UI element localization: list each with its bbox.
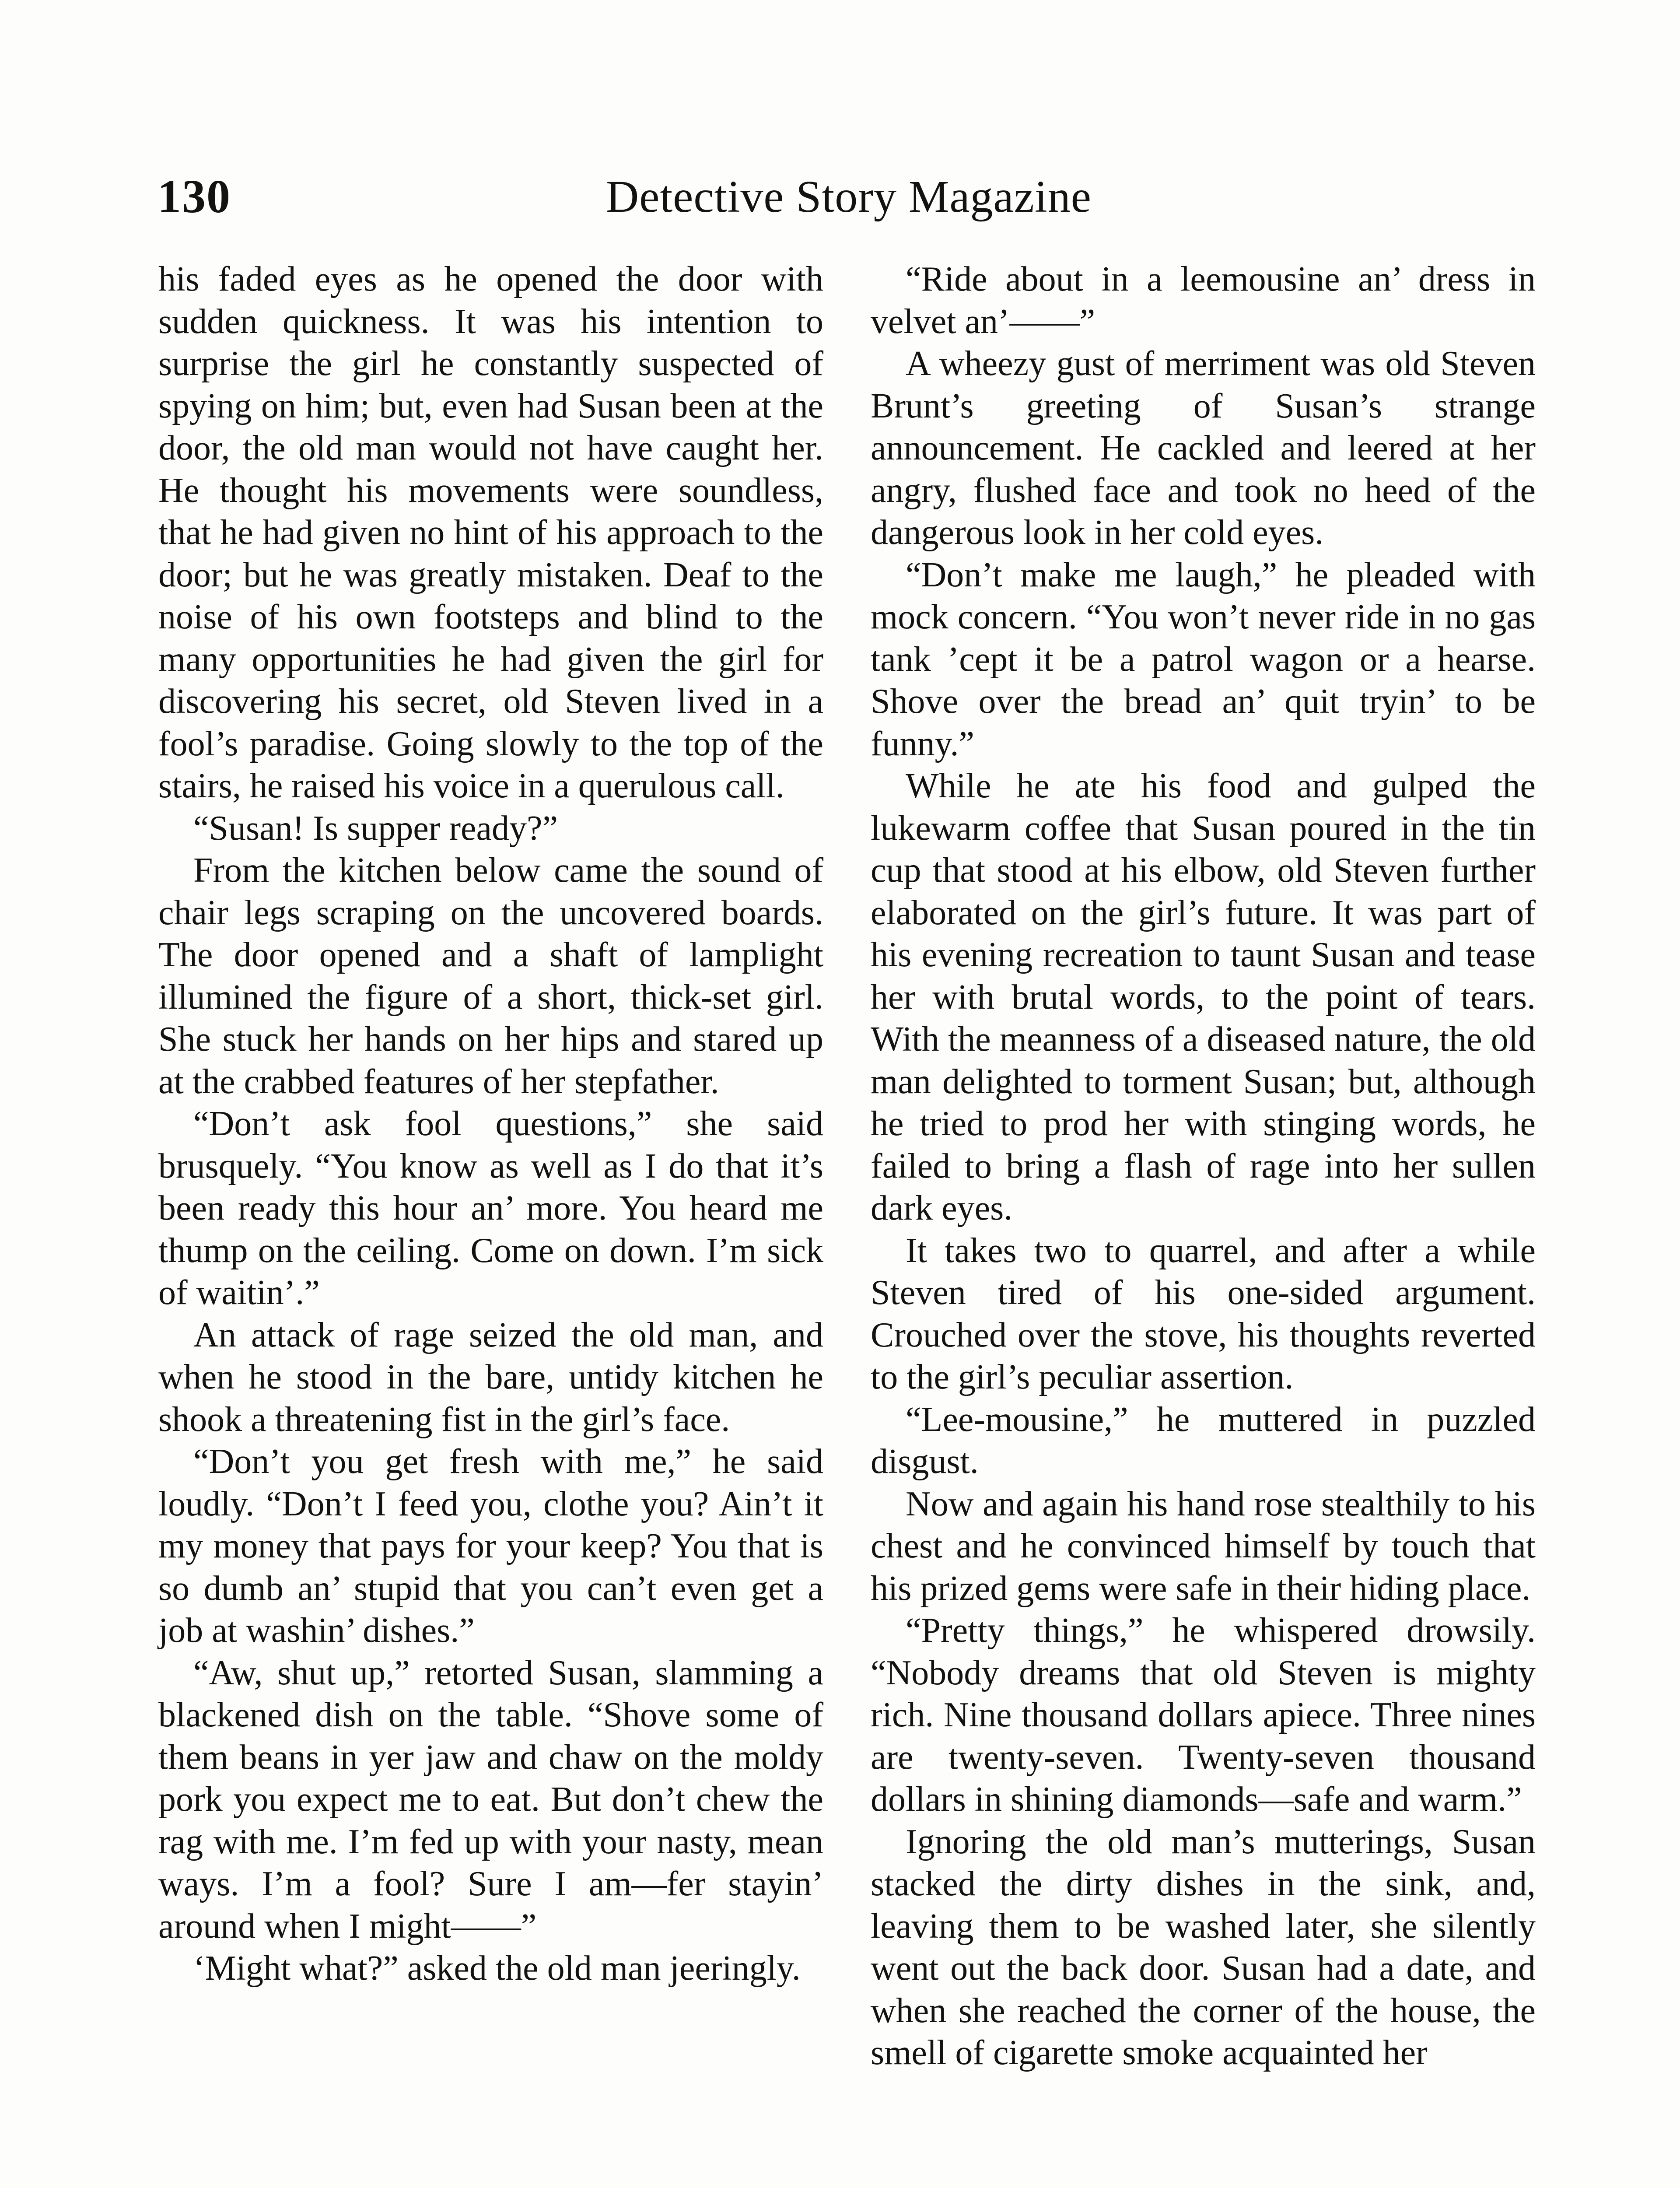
paragraph: “Don’t ask fool questions,” she said brusquely. “You know as well as I do that it’s been ready this hour an’ more. You heard me thump on the ceiling. Come on down. I’m sick of waitin’.” (158, 1105, 823, 1312)
running-title: Detective Story Magazine (606, 172, 1092, 222)
paragraph: “Lee-mousine,” he muttered in puzzled disgust. (871, 1400, 1536, 1481)
page-header (158, 166, 1540, 228)
paragraph: “Pretty things,” he whispered drowsily. “Nobody dreams that old Steven is mighty rich. Nine thousand dollars apiece. Three nines are twenty-seven. Twenty-seven thousand dollars in shining diamonds—safe and warm.” (871, 1611, 1536, 1819)
right-column (871, 258, 1536, 2074)
paragraph: While he ate his food and gulped the lukewarm coffee that Susan poured in the tin cup that stood at his elbow, old Steven further elaborated on the girl’s future. It was part of his evening recreation to taunt Susan and tease her with brutal words, to the point of tears. With the meanness of a diseased nature, the old man delighted to torment Susan; but, although he tried to prod her with stinging words, he failed to bring a flash of rage into her sullen dark eyes. (871, 767, 1536, 1227)
paragraph: From the kitchen below came the sound of chair legs scraping on the uncovered boards. The door opened and a shaft of lamplight illumined the figure of a short, thick-set girl. She stuck her hands on her hips and stared up at the crabbed features of her stepfather. (158, 851, 823, 1101)
paragraph: “Susan! Is supper ready?” (193, 809, 558, 848)
paragraph: An attack of rage seized the old man, and when he stood in the bare, untidy kitchen he shook a threatening fist in the girl’s face. (158, 1315, 823, 1439)
paragraph: “Don’t you get fresh with me,” he said loudly. “Don’t I feed you, clothe you? Ain’t it my money that pays for your keep? You that is so dumb an’ stupid that you can’t even get a job at washin’ dishes.” (158, 1442, 823, 1650)
paragraph: “Don’t make me laugh,” he pleaded with mock concern. “You won’t never ride in no gas tank ’cept it be a patrol wagon or a hearse. Shove over the bread an’ quit tryin’ to be funny.” (871, 555, 1536, 763)
paragraph: “Ride about in a leemousine an’ dress in velvet an’——” (871, 260, 1536, 341)
paragraph: It takes two to quarrel, and after a while Steven tired of his one-sided argument. Crouched over the stove, his thoughts reverted to the girl’s peculiar assertion. (871, 1231, 1536, 1396)
paragraph: “Aw, shut up,” retorted Susan, slamming a blackened dish on the table. “Shove some of them beans in yer jaw and chaw on the moldy pork you expect me to eat. But don’t chew the rag with me. I’m fed up with your nasty, mean ways. I’m a fool? Sure I am—fer stayin’ around when I might——” (158, 1653, 823, 1946)
page-number: 130 (158, 171, 231, 223)
paragraph: A wheezy gust of merriment was old Steven Brunt’s greeting of Susan’s strange announcement. He cackled and leered at her angry, flushed face and took no heed of the dangerous look in her cold eyes. (871, 344, 1536, 552)
paragraph: Ignoring the old man’s mutterings, Susan stacked the dirty dishes in the sink, and, leaving them to be washed later, she silently went out the back door. Susan had a date, and when she reached the corner of the house, the smell of cigarette smoke acquainted her (871, 1822, 1536, 2072)
paragraph: ‘Might what?” asked the old man jeeringly. (193, 1949, 801, 1988)
paragraph: Now and again his hand rose stealthily to his chest and he convinced himself by touch that his prized gems were safe in their hiding place. (871, 1484, 1536, 1608)
paragraph: his faded eyes as he opened the door with sudden quickness. It was his intention to surprise the girl he constantly suspected of spying on him; but, even had Susan been at the door, the old man would not have caught her. He thought his movements were soundless, that he had given no hint of his approach to the door; but he was greatly mistaken. Deaf to the noise of his own footsteps and blind to the many opportunities he had given the girl for discovering his secret, old Steven lived in a fool’s paradise. Going slowly to the top of the stairs, he raised his voice in a querulous call. (158, 260, 823, 805)
left-column (158, 258, 823, 1990)
